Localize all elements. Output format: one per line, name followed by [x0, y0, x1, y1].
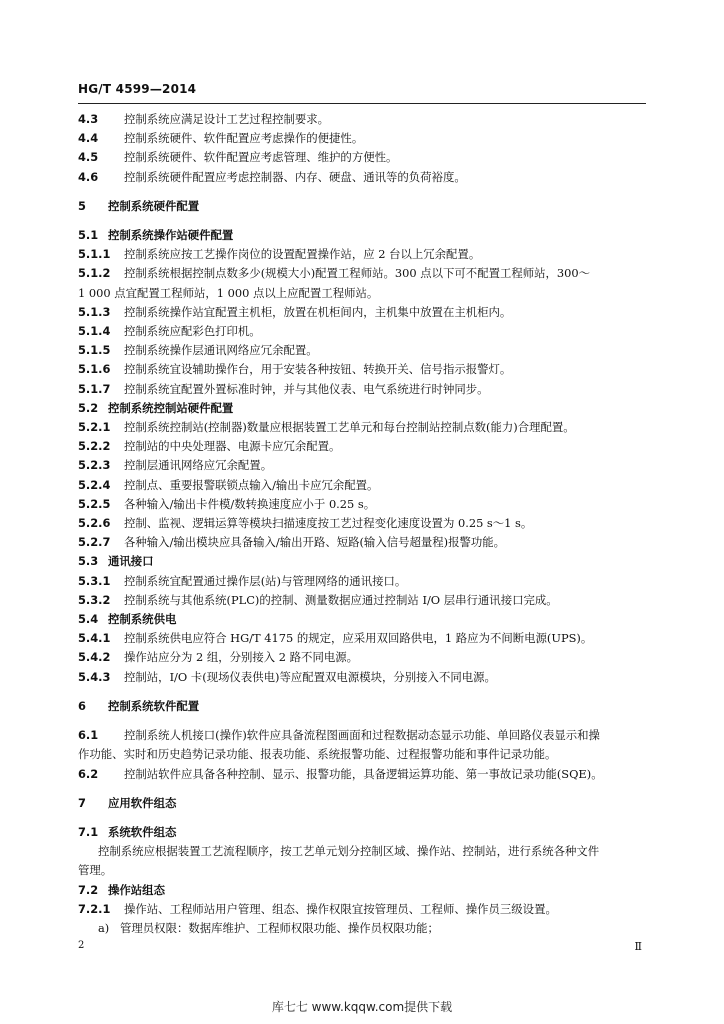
- clause-number: 6.2: [78, 766, 99, 781]
- clause-number: 5.2.2: [78, 439, 111, 454]
- clause-text: 控制系统硬件、软件配置应考虑管理、维护的方便性。: [124, 150, 398, 165]
- clause-number: 5.1: [78, 228, 99, 243]
- clause-number: 5.3.2: [78, 592, 111, 607]
- clause-line: [78, 629, 638, 648]
- clause-number: 4.3: [78, 112, 99, 126]
- clause-text: 控制系统应按工艺操作岗位的设置配置操作站，应 2 台以上冗余配置。: [124, 247, 481, 262]
- roman-page-marker: Ⅱ: [634, 940, 642, 953]
- list-item: [78, 919, 638, 938]
- clause-text: 各种输入/输出模块应具备输入/输出开路、短路(输入信号超量程)报警功能。: [124, 535, 506, 550]
- clause-line: [78, 476, 638, 495]
- clause-number: 5.1.1: [78, 247, 111, 262]
- clause-number: 5.2.7: [78, 535, 111, 550]
- clause-text: 控制系统应满足设计工艺过程控制要求。: [124, 112, 330, 126]
- clause-text: 控制系统应根据装置工艺流程顺序，按工艺单元划分控制区域、操作站、控制站，进行系统各种文件: [98, 844, 600, 859]
- download-watermark: 库七七 www.kqqw.com提供下载: [271, 1000, 453, 1014]
- clause-number: 5.1.2: [78, 266, 111, 281]
- clause-line: [78, 533, 638, 552]
- clause-line: [78, 148, 638, 167]
- clause-line: [78, 245, 638, 264]
- clause-line: [78, 726, 638, 745]
- section-heading: [78, 823, 638, 842]
- section-gap: [78, 784, 638, 794]
- clause-number: 7.2.1: [78, 901, 111, 916]
- clause-number: 5.3: [78, 554, 99, 569]
- section-heading: [78, 881, 638, 900]
- clause-text: 操作站组态: [108, 882, 165, 897]
- clause-text: 控制站的中央处理器、电源卡应冗余配置。: [124, 439, 341, 454]
- clause-number: 5.1.4: [78, 324, 111, 339]
- clause-text: 系统软件组态: [108, 824, 177, 839]
- clause-text: 各种输入/输出卡件模/数转换速度应小于 0.25 s。: [124, 496, 376, 511]
- section-heading: [78, 399, 638, 418]
- clause-number: 6.1: [78, 728, 99, 743]
- clause-text: 控制系统软件配置: [108, 698, 200, 713]
- clause-text: 通讯接口: [108, 554, 154, 569]
- clause-text: 控制系统供电: [108, 612, 177, 627]
- clause-line: [78, 360, 638, 379]
- clause-line: [78, 900, 638, 919]
- clause-number: a): [98, 920, 110, 935]
- clause-number: 5.1.5: [78, 343, 111, 358]
- clause-line: [78, 668, 638, 687]
- section-heading: [78, 197, 638, 216]
- clause-text: 控制系统供电应符合 HG/T 4175 的规定，应采用双回路供电，1 路应为不间断电源(UPS)。: [124, 631, 593, 646]
- section-heading: [78, 610, 638, 629]
- clause-number: 5: [78, 198, 86, 213]
- clause-line: [78, 572, 638, 591]
- section-gap: [78, 187, 638, 197]
- section-gap: [78, 687, 638, 697]
- clause-line: [78, 861, 638, 880]
- clause-text: 控制系统操作层通讯网络应冗余配置。: [124, 343, 318, 358]
- clause-text: 控制层通讯网络应冗余配置。: [124, 458, 273, 473]
- clause-text: 控制系统硬件配置: [108, 198, 200, 213]
- section-gap: [78, 716, 638, 726]
- clause-line: [78, 380, 638, 399]
- clause-line: [78, 168, 638, 187]
- clause-number: 7.2: [78, 882, 99, 897]
- clause-text: 作功能、实时和历史趋势记录功能、报表功能、系统报警功能、过程报警功能和事件记录功能。: [78, 747, 557, 762]
- clause-number: 5.4.2: [78, 650, 111, 665]
- clause-line: [78, 341, 638, 360]
- clause-text: 控制站软件应具备各种控制、显示、报警功能，具备逻辑运算功能、第一事故记录功能(SQE)。: [124, 766, 603, 781]
- clause-line: [78, 284, 638, 303]
- clause-line: [78, 303, 638, 322]
- clause-number: 6: [78, 698, 86, 713]
- clause-line: [78, 745, 638, 764]
- clause-number: 4.4: [78, 131, 99, 146]
- clause-number: 5.2.3: [78, 458, 111, 473]
- clause-number: 7.1: [78, 824, 99, 839]
- section-heading: [78, 226, 638, 245]
- section-gap: [78, 216, 638, 226]
- clause-number: 4.6: [78, 169, 99, 184]
- clause-line: [78, 842, 638, 861]
- standard-id-header: HG/T 4599—2014: [78, 82, 197, 96]
- clause-text: 控制站，I/O 卡(现场仪表供电)等应配置双电源模块，分别接入不同电源。: [124, 669, 496, 684]
- clause-text: 控制系统根据控制点数多少(规模大小)配置工程师站。300 点以下可不配置工程师站，300～: [124, 266, 591, 281]
- section-heading: [78, 697, 638, 716]
- clause-number: 5.2.1: [78, 420, 111, 435]
- clause-text: 控制系统操作站宜配置主机柜，放置在机柜间内，主机集中放置在主机柜内。: [124, 304, 512, 319]
- clause-line: [78, 418, 638, 437]
- clause-line: [78, 495, 638, 514]
- clause-line: [78, 514, 638, 533]
- clause-number: 5.4: [78, 612, 99, 627]
- clause-number: 5.1.6: [78, 362, 111, 377]
- clause-line: [78, 322, 638, 341]
- clause-text: 控制系统与其他系统(PLC)的控制、测量数据应通过控制站 I/O 层串行通讯接口完成。: [124, 592, 558, 607]
- clause-text: 控制系统控制站(控制器)数量应根据装置工艺单元和每台控制站控制点数(能力)合理配置。: [124, 420, 575, 435]
- clause-text: 控制系统应配彩色打印机。: [124, 324, 261, 339]
- clause-text: 控制、监视、逻辑运算等模块扫描速度按工艺过程变化速度设置为 0.25 s～1 s。: [124, 516, 533, 531]
- clause-text: 控制系统硬件配置应考虑控制器、内存、硬盘、通讯等的负荷裕度。: [124, 169, 466, 184]
- clause-text: 应用软件组态: [108, 795, 177, 810]
- header-rule: [78, 103, 646, 104]
- clause-number: 5.3.1: [78, 573, 111, 588]
- clause-number: 5.1.7: [78, 381, 111, 396]
- clause-text: 管理。: [78, 863, 113, 878]
- clause-number: 7: [78, 795, 86, 810]
- clause-line: [78, 437, 638, 456]
- clause-number: 5.4.1: [78, 631, 111, 646]
- document-body: [78, 110, 638, 938]
- clause-number: 5.2: [78, 400, 99, 415]
- clause-line: [78, 129, 638, 148]
- clause-text: 控制系统硬件、软件配置应考虑操作的便捷性。: [124, 131, 364, 146]
- section-gap: [78, 813, 638, 823]
- clause-text: 1 000 点宜配置工程师站，1 000 点以上应配置工程师站。: [78, 285, 379, 300]
- clause-text: 控制点、重要报警联锁点输入/输出卡应冗余配置。: [124, 477, 379, 492]
- clause-number: 5.2.5: [78, 496, 111, 511]
- clause-text: 控制系统控制站硬件配置: [108, 400, 234, 415]
- clause-text: 控制系统宜配置通过操作层(站)与管理网络的通讯接口。: [124, 573, 407, 588]
- clause-line: [78, 648, 638, 667]
- clause-text: 操作站、工程师站用户管理、组态、操作权限宜按管理员、工程师、操作员三级设置。: [124, 901, 557, 916]
- clause-text: 控制系统宜设辅助操作台，用于安装各种按钮、转换开关、信号指示报警灯。: [124, 362, 512, 377]
- clause-number: 5.4.3: [78, 669, 111, 684]
- clause-number: 5.2.6: [78, 516, 111, 531]
- clause-line: [78, 110, 638, 129]
- clause-line: [78, 456, 638, 475]
- clause-line: [78, 591, 638, 610]
- page-number: 2: [78, 940, 85, 951]
- clause-number: 5.1.3: [78, 304, 111, 319]
- clause-number: 4.5: [78, 150, 99, 165]
- clause-line: [78, 765, 638, 784]
- clause-text: 控制系统宜配置外置标准时钟，并与其他仪表、电气系统进行时钟同步。: [124, 381, 489, 396]
- clause-text: 控制系统操作站硬件配置: [108, 228, 234, 243]
- clause-text: 操作站应分为 2 组，分别接入 2 路不同电源。: [124, 650, 359, 665]
- clause-text: 控制系统人机接口(操作)软件应具备流程图画面和过程数据动态显示功能、单回路仪表显示和操: [124, 728, 600, 743]
- clause-number: 5.2.4: [78, 477, 111, 492]
- clause-line: [78, 264, 638, 283]
- section-heading: [78, 794, 638, 813]
- clause-text: 管理员权限：数据库维护、工程师权限功能、操作员权限功能；: [120, 920, 439, 935]
- section-heading: [78, 552, 638, 571]
